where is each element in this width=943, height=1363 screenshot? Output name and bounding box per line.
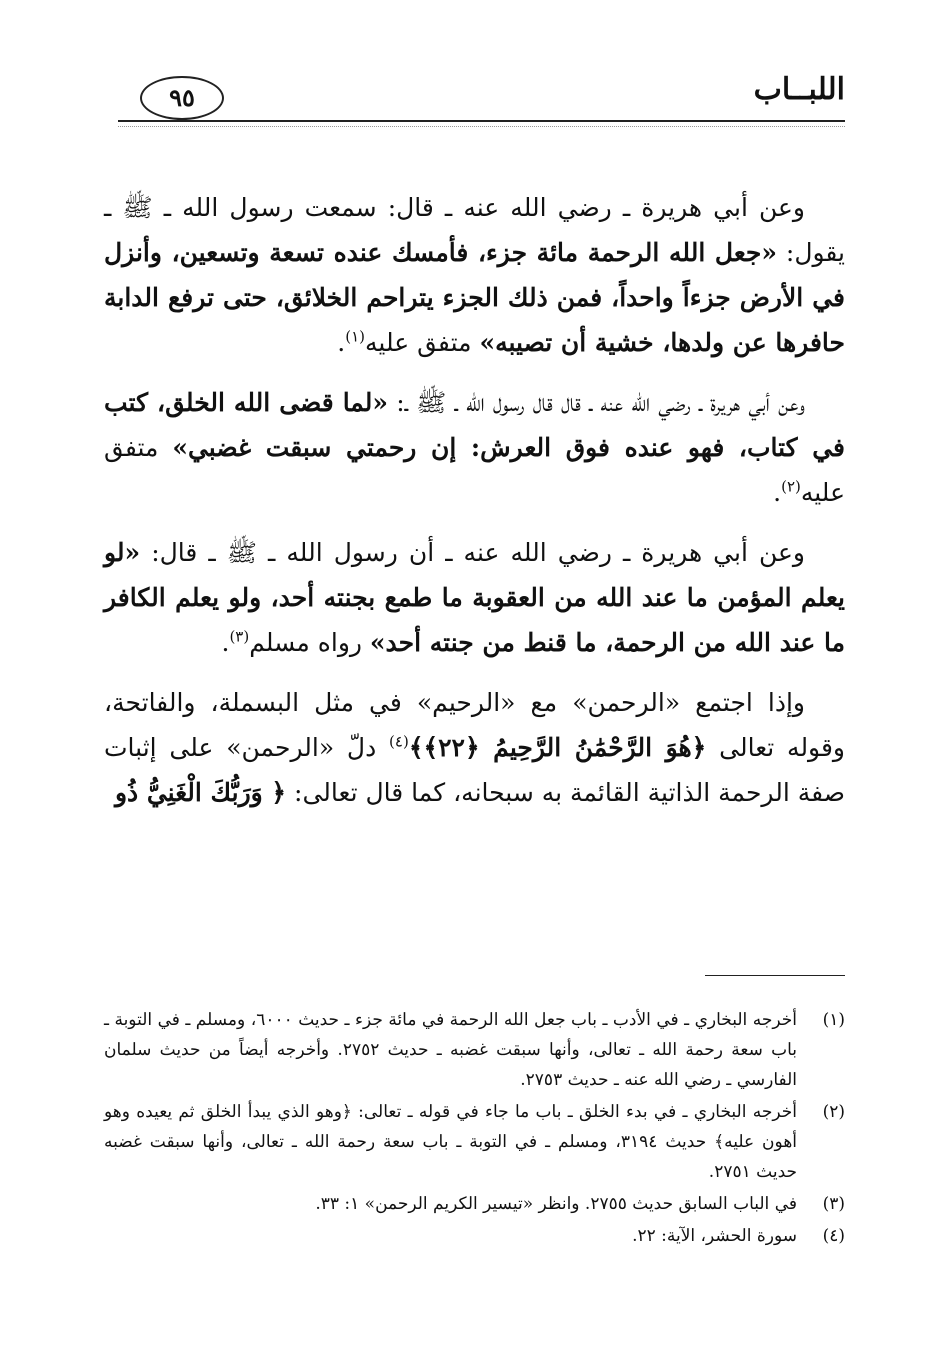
- paragraph-text: دلّ «الرحمن» على إثبات صفة الرحمة الذاتية القائمة به سبحانه، كما قال تعالى:: [104, 733, 845, 807]
- paragraph-end: .: [773, 478, 782, 507]
- hadith-text: «لما قضى الله الخلق، كتب في كتاب، فهو عنده فوق العرش: إن رحمتي سبقت غضبي»: [104, 388, 845, 462]
- paragraph: [104, 530, 845, 665]
- footnote-text: سورة الحشر، الآية: ٢٢.: [632, 1226, 797, 1246]
- paragraph: [104, 185, 845, 365]
- paragraph-text: وإذا اجتمع «الرحمن» مع «الرحيم» في مثل البسملة، والفاتحة، وقوله تعالى: [104, 688, 845, 762]
- header-rule: [118, 120, 845, 122]
- footnote-ref[interactable]: (٢): [781, 477, 801, 496]
- footnote-number: (١): [822, 1010, 845, 1030]
- header-rule-dotted: [118, 126, 845, 127]
- quran-verse: ﴿هُوَ الرَّحْمَٰنُ الرَّحِيمُ ﴿٢٢﴾﴾: [408, 733, 707, 762]
- hadith-text: «لو يعلم المؤمن ما عند الله من العقوبة ما طمع بجنته أحد، ولو يعلم الكافر ما عند الله من الرحمة، ما قنط من جنته أحد»: [104, 538, 845, 657]
- footnote-number: (٣): [822, 1194, 845, 1214]
- footnotes: [104, 1005, 845, 1253]
- quran-verse: ﴿ وَرَبُّكَ الْغَنِيُّ ذُو: [114, 778, 287, 807]
- footnote-ref[interactable]: (١): [345, 327, 365, 346]
- paragraph-end: .: [337, 328, 346, 357]
- footnote-text: أخرجه البخاري ـ في الأدب ـ باب جعل الله الرحمة في مائة جزء ـ حديث ٦٠٠٠، ومسلم ـ في التوبة ـ باب سعة رحمة الله ـ تعالى، وأنها سبقت غضبه ـ حديث ٢٧٥٢. وأخرجه أيضاً من حديث سلمان الفارسي ـ رضي الله عنه ـ حديث ٢٧٥٣.: [104, 1010, 797, 1090]
- footnote: [104, 1221, 845, 1251]
- running-title: اللبــاب: [753, 72, 845, 107]
- hadith-text: «جعل الله الرحمة مائة جزء، فأمسك عنده تسعة وتسعين، وأنزل في الأرض جزءاً واحداً، فمن ذلك الجزء يتراحم الخلائق، حتى ترفع الدابة حافرها عن ولدها، خشية أن تصيبه»: [104, 238, 845, 357]
- paragraph: [104, 380, 845, 515]
- footnote-number: (٢): [822, 1102, 845, 1122]
- footnote-ref[interactable]: (٤): [389, 732, 409, 751]
- footnote: [104, 1189, 845, 1219]
- footnote-ref[interactable]: (٣): [229, 627, 250, 646]
- page-number: ٩٥: [140, 76, 224, 120]
- paragraph-intro: وعن أبي هريرة ـ رضي الله عنه ـ أن رسول الله ـ ﷺ ـ قال:: [140, 538, 805, 567]
- paragraph: [104, 680, 845, 815]
- paragraph-tail: متفق عليه: [365, 328, 480, 357]
- footnote: [104, 1097, 845, 1187]
- paragraph-intro: وعن أبي هريرة ـ رضي الله عنه ـ قال قال رسول الله ـ ﷺ ـ:: [388, 388, 805, 417]
- paragraph-tail: رواه مسلم: [249, 628, 370, 657]
- paragraph-tail: متفق عليه: [104, 433, 845, 507]
- paragraph-end: .: [221, 628, 230, 657]
- footnote-separator: [705, 975, 845, 976]
- footnote: [104, 1005, 845, 1095]
- paragraph-intro: وعن أبي هريرة ـ رضي الله عنه ـ قال: سمعت رسول الله ـ ﷺ ـ يقول:: [104, 193, 846, 267]
- footnote-text: في الباب السابق حديث ٢٧٥٥. وانظر «تيسير الكريم الرحمن» ١: ٣٣.: [315, 1194, 797, 1214]
- page-header: [118, 60, 845, 132]
- main-text: [104, 185, 845, 830]
- footnote-number: (٤): [822, 1226, 845, 1246]
- footnote-text: أخرجه البخاري ـ في بدء الخلق ـ باب ما جاء في قوله ـ تعالى: ﴿وهو الذي يبدأ الخلق ثم يعيده وهو أهون عليه﴾ حديث ٣١٩٤، ومسلم ـ في التوبة ـ باب سعة رحمة الله ـ تعالى، وأنها سبقت غضبه حديث ٢٧٥١.: [104, 1102, 798, 1182]
